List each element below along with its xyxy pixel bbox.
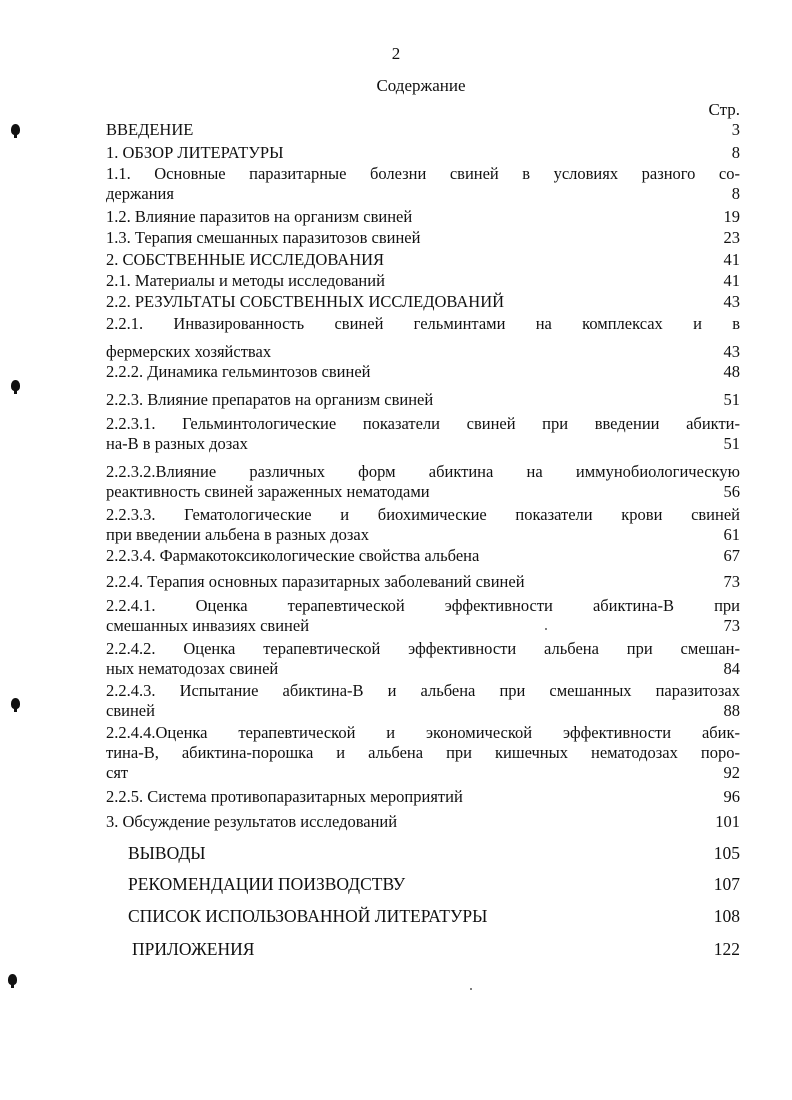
toc-entry bbox=[106, 390, 740, 410]
toc-entry bbox=[106, 939, 740, 959]
toc-page-number: 73 bbox=[723, 616, 740, 635]
toc-entry-text: на-В в разных дозах bbox=[106, 434, 248, 453]
toc-page-number: 48 bbox=[723, 362, 740, 381]
toc-page-number: 88 bbox=[723, 701, 740, 720]
toc-entry-text: 2.2.3. Влияние препаратов на организм свиней bbox=[106, 390, 434, 409]
toc-entry-text: смешанных инвазиях свиней bbox=[106, 616, 310, 635]
toc-entry-text: РЕКОМЕНДАЦИИ ПОИЗВОДСТВУ bbox=[128, 874, 406, 894]
toc-entry-text: 2.2.3.1. Гельминтологические показатели свиней при введении абикти- bbox=[106, 414, 740, 433]
toc-entry-text: 1.3. Терапия смешанных паразитозов свиней bbox=[106, 228, 421, 247]
toc-page-number: 96 bbox=[723, 787, 740, 806]
toc-page-number: 8 bbox=[731, 184, 740, 203]
binder-hole-mark bbox=[8, 974, 17, 985]
toc-entry bbox=[106, 681, 740, 721]
toc-page-number: 108 bbox=[713, 906, 740, 926]
toc-entry-text: ПРИЛОЖЕНИЯ bbox=[132, 939, 255, 959]
toc-page-number: 19 bbox=[723, 207, 740, 226]
scan-speck bbox=[470, 988, 472, 990]
toc-entry-text: держания bbox=[106, 184, 174, 203]
toc-entry-text: 1. ОБЗОР ЛИТЕРАТУРЫ bbox=[106, 143, 284, 162]
toc-entry bbox=[106, 164, 740, 204]
toc-page-number: 3 bbox=[731, 120, 740, 139]
toc-entry bbox=[106, 843, 740, 863]
toc-page-number: 67 bbox=[723, 546, 740, 565]
binder-hole-mark bbox=[11, 124, 20, 135]
scan-speck bbox=[545, 628, 547, 630]
toc-page-number: 101 bbox=[715, 812, 740, 831]
toc-entry-text: 2.2.4. Терапия основных паразитарных заболеваний свиней bbox=[106, 572, 525, 591]
toc-page-number: 43 bbox=[723, 292, 740, 311]
toc-entry-text: 2.2. РЕЗУЛЬТАТЫ СОБСТВЕННЫХ ИССЛЕДОВАНИЙ bbox=[106, 292, 505, 311]
toc-page-number: 105 bbox=[713, 843, 740, 863]
toc-entry bbox=[106, 546, 740, 566]
toc-entry bbox=[106, 874, 740, 894]
toc-entry bbox=[106, 143, 740, 163]
page-number: 2 bbox=[391, 44, 401, 63]
toc-entry-text: 1.2. Влияние паразитов на организм свиней bbox=[106, 207, 413, 226]
toc-title: Содержание bbox=[376, 76, 466, 95]
toc-entry-text: 2.2.2. Динамика гельминтозов свиней bbox=[106, 362, 371, 381]
toc-entry-text: 2.2.4.4.Оценка терапевтической и экономической эффективности абик- bbox=[106, 723, 740, 742]
toc-entry-text: реактивность свиней зараженных нематодами bbox=[106, 482, 430, 501]
toc-entry bbox=[106, 462, 740, 502]
toc-page-number: 43 bbox=[723, 342, 740, 361]
page-column-header: Стр. bbox=[708, 100, 740, 119]
toc-entry-text: 2.2.1. Инвазированность свиней гельминтами на комплексах и в bbox=[106, 314, 740, 333]
toc-entry bbox=[106, 639, 740, 679]
toc-entry-text: тина-В, абиктина-порошка и альбена при кишечных нематодозах поро- bbox=[106, 743, 740, 762]
toc-entry bbox=[106, 505, 740, 545]
toc-entry-text: при введении альбена в разных дозах bbox=[106, 525, 370, 544]
toc-page-number: 8 bbox=[731, 143, 740, 162]
toc-page-number: 51 bbox=[723, 390, 740, 409]
toc-entry bbox=[106, 596, 740, 636]
toc-entry bbox=[106, 414, 740, 454]
toc-entry-text: 2.1. Материалы и методы исследований bbox=[106, 271, 385, 290]
toc-page-number: 23 bbox=[723, 228, 740, 247]
toc-page-number: 73 bbox=[723, 572, 740, 591]
toc-entry-text: СПИСОК ИСПОЛЬЗОВАННОЙ ЛИТЕРАТУРЫ bbox=[128, 906, 488, 926]
toc-page-number: 122 bbox=[713, 939, 740, 959]
toc-entry-text: 2.2.3.3. Гематологические и биохимические показатели крови свиней bbox=[106, 505, 740, 524]
toc-entry-text: 2.2.4.2. Оценка терапевтической эффективности альбена при смешан- bbox=[106, 639, 740, 658]
binder-hole-mark bbox=[11, 380, 20, 391]
toc-entry-text: 2.2.3.4. Фармакотоксикологические свойства альбена bbox=[106, 546, 480, 565]
toc-entry bbox=[106, 572, 740, 592]
toc-page-number: 61 bbox=[723, 525, 740, 544]
toc-entry bbox=[106, 314, 740, 362]
binder-hole-mark bbox=[11, 698, 20, 709]
toc-page-number: 51 bbox=[723, 434, 740, 453]
toc-entry bbox=[106, 292, 740, 312]
toc-page-number: 56 bbox=[723, 482, 740, 501]
toc-entry bbox=[106, 271, 740, 291]
toc-page-number: 41 bbox=[723, 250, 740, 269]
toc-entry-text: ных нематодозах свиней bbox=[106, 659, 279, 678]
toc-entry bbox=[106, 812, 740, 832]
toc-entry-text: 1.1. Основные паразитарные болезни свиней в условиях разного со- bbox=[106, 164, 740, 183]
toc-entry bbox=[106, 120, 740, 140]
toc-entry bbox=[106, 250, 740, 270]
toc-entry bbox=[106, 207, 740, 227]
toc-entry-text: 2.2.3.2.Влияние различных форм абиктина на иммунобиологическую bbox=[106, 462, 740, 481]
toc-page-number: 107 bbox=[713, 874, 740, 894]
toc-entry bbox=[106, 723, 740, 783]
toc-entry-text: ВЫВОДЫ bbox=[128, 843, 206, 863]
toc-entry-text: ВВЕДЕНИЕ bbox=[106, 120, 194, 139]
toc-entry-text: 3. Обсуждение результатов исследований bbox=[106, 812, 398, 831]
toc-entry-text: свиней bbox=[106, 701, 155, 720]
toc-entry-text: 2.2.5. Система противопаразитарных мероприятий bbox=[106, 787, 463, 806]
toc-entry bbox=[106, 906, 740, 926]
toc-entry-text: фермерских хозяйствах bbox=[106, 342, 272, 361]
toc-entry bbox=[106, 787, 740, 807]
toc-entry-text: 2.2.4.3. Испытание абиктина-В и альбена при смешанных паразитозах bbox=[106, 681, 740, 700]
toc-entry-text: сят bbox=[106, 763, 129, 782]
toc-entry bbox=[106, 362, 740, 382]
toc-page-number: 92 bbox=[723, 763, 740, 782]
toc-page-number: 41 bbox=[723, 271, 740, 290]
toc-entry-text: 2. СОБСТВЕННЫЕ ИССЛЕДОВАНИЯ bbox=[106, 250, 385, 269]
toc-entry-text: 2.2.4.1. Оценка терапевтической эффективности абиктина-В при bbox=[106, 596, 740, 615]
toc-page-number: 84 bbox=[723, 659, 740, 678]
toc-entry bbox=[106, 228, 740, 248]
